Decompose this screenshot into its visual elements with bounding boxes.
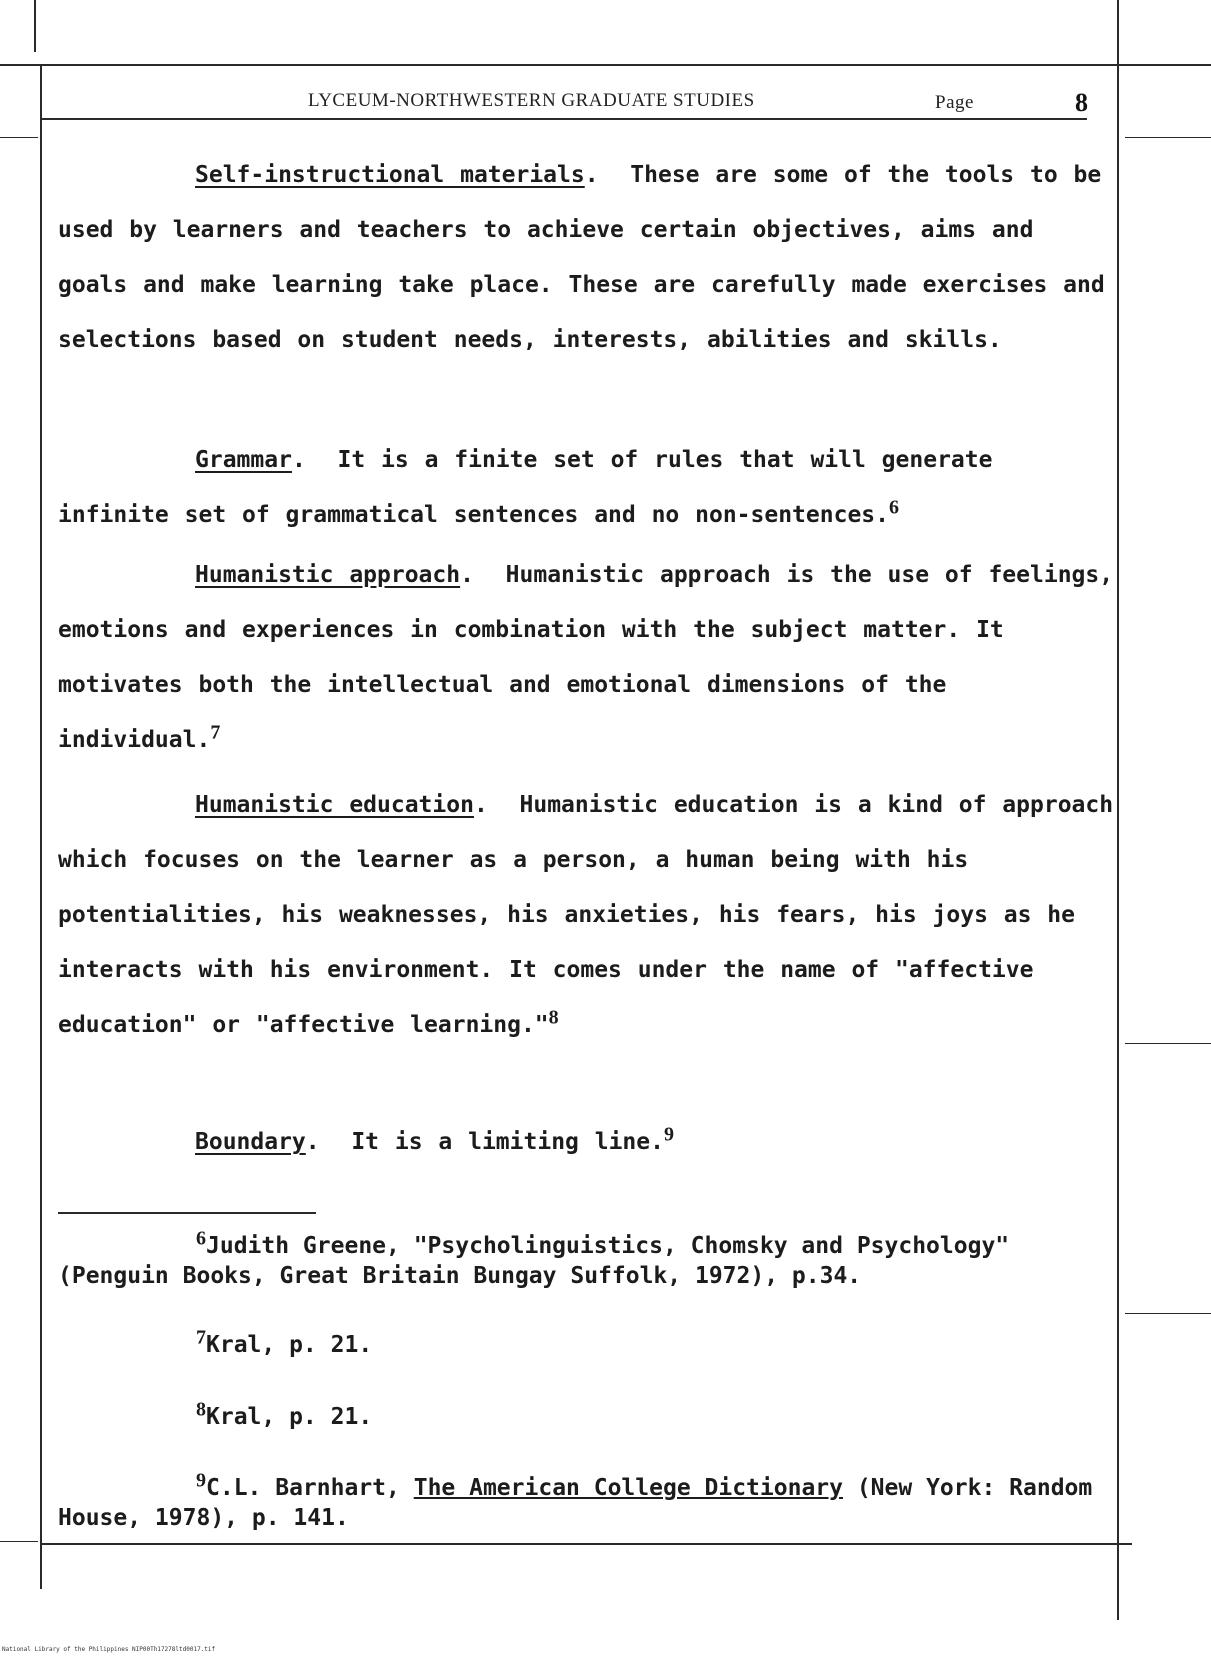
header-page-number: 8 (1075, 88, 1088, 117)
footnote-book-title: The American College Dictionary (413, 1475, 843, 1501)
footnote-ref: 9 (663, 1123, 674, 1146)
footnote-9 (58, 1469, 1118, 1533)
definition-text: Humanistic education is a kind of approach which focuses on the learner as a person, a human being with his potentialities, his weaknesses, his anxieties, his fears, his joys as he interacts with his environment. It comes under the name of "affective education" or "affective learning." (58, 792, 1129, 1038)
definition-text: These are some of the tools to be used by learners and teachers to achieve certain objectives, aims and goals and make learning take place. These are carefully made exercises and selections based on student needs, interests, abilities and skills. (58, 162, 1121, 353)
footnote-number: 9 (196, 1469, 206, 1492)
footnote-6 (58, 1227, 1118, 1291)
header-bottom-rule (42, 118, 1087, 120)
definition-self-instructional: Self-instructional materials. These are some of the tools to be used by learners and teachers to achieve certain objectives, aims and goals and make learning take place. These are carefully made exercises and selections based on student needs, interests, abilities and skills. (58, 162, 1121, 353)
definition-term: Humanistic education (195, 792, 474, 818)
footnote-text-pre: C.L. Barnhart, (206, 1475, 414, 1501)
bottom-rule (42, 1543, 1132, 1545)
footnote-ref: 6 (888, 496, 899, 519)
definition-term: Humanistic approach (195, 562, 461, 588)
definition-boundary: Boundary. It is a limiting line.9 (195, 1123, 674, 1155)
footnote-number: 8 (196, 1398, 206, 1421)
footnote-number: 7 (196, 1326, 206, 1349)
footnote-7 (58, 1326, 1118, 1360)
footnote-8 (58, 1398, 1118, 1432)
margin-tick (1125, 137, 1211, 138)
definition-term: Self-instructional materials (195, 162, 585, 188)
definition-humanistic-approach: Humanistic approach. Humanistic approach is the use of feelings, emotions and experiences in combination with the subject matter. It motivates both the intellectual and emotional dimensions of the individual.7 (58, 562, 1129, 753)
margin-tick (0, 1541, 38, 1542)
margin-tick (1125, 1313, 1211, 1314)
header-page-label: Page (935, 92, 974, 113)
definition-text: It is a finite set of rules that will generate infinite set of grammatical sentences and no non-sentences. (58, 447, 1009, 528)
definition-humanistic-education: Humanistic education. Humanistic education is a kind of approach which focuses on the learner as a person, a human being with his potentialities, his weaknesses, his anxieties, his fears, his joys as he interacts with his environment. It comes under the name of "affective education" or "affective learning."8 (58, 792, 1129, 1038)
definition-grammar: Grammar. It is a finite set of rules that will generate infinite set of grammatical sentences and no non-sentences.6 (58, 447, 1009, 528)
footnote-number: 6 (196, 1227, 206, 1250)
footnote-ref: 8 (548, 1006, 559, 1029)
definition-text: It is a limiting line. (351, 1129, 664, 1155)
top-left-rule (34, 0, 36, 52)
footnote-text: Kral, p. 21. (206, 1332, 373, 1358)
footnote-text-post: (New York: Random House, 1978), p. 141. (58, 1475, 1093, 1531)
footnote-separator (58, 1212, 316, 1214)
scan-caption: National Library of the Philippines NIP00Th17278ltd0017.tif (2, 1646, 216, 1653)
frame-left-rule (40, 64, 42, 1589)
definition-text: Humanistic approach is the use of feelings, emotions and experiences in combination with the subject matter. It motivates both the intellectual and emotional dimensions of the individual. (58, 562, 1129, 753)
margin-tick (0, 137, 38, 138)
footnote-text: Kral, p. 21. (206, 1404, 373, 1430)
definition-term: Boundary (195, 1129, 306, 1155)
footnote-text: Judith Greene, "Psycholinguistics, Chomsky and Psychology" (Penguin Books, Great Britain Bungay Suffolk, 1972), p.34. (58, 1233, 1010, 1289)
page-top-rule (0, 64, 1211, 66)
header-institution: LYCEUM-NORTHWESTERN GRADUATE STUDIES (308, 90, 755, 111)
definition-term: Grammar (195, 447, 292, 473)
margin-tick (1125, 1043, 1211, 1044)
footnote-ref: 7 (210, 721, 221, 744)
